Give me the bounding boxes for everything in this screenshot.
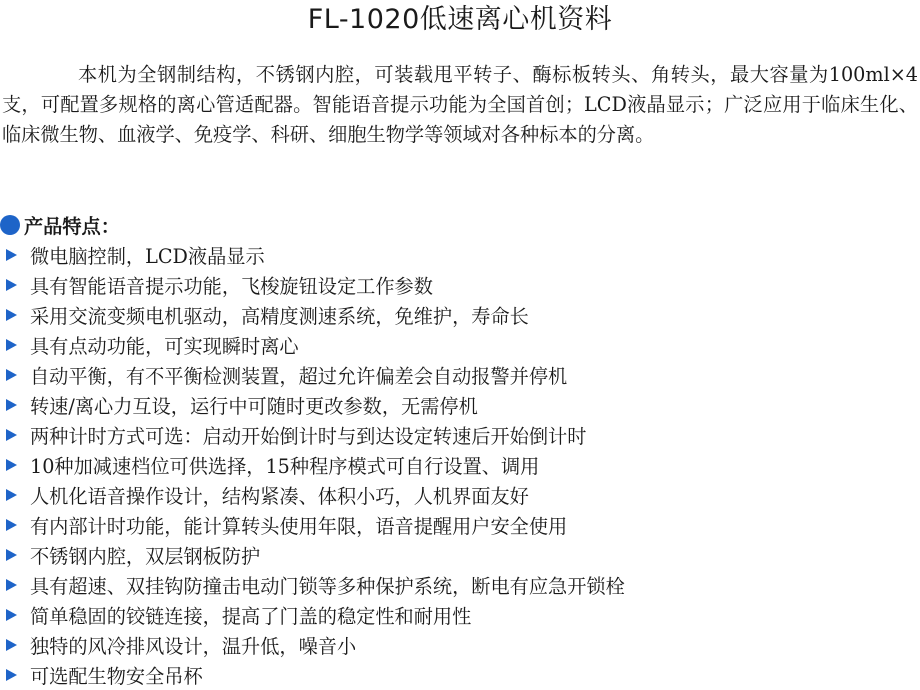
feature-text: 微电脑控制，LCD液晶显示 [30,244,265,268]
features-heading [0,210,120,240]
intro-paragraph: 本机为全钢制结构，不锈钢内腔，可装载甩平转子、酶标板转头、角转头，最大容量为100ml×4支，可配置多规格的离心管适配器。智能语音提示功能为全国首创；LCD液晶显示；广泛应用于临床生化、临床微生物、血液学、免疫学、科研、细胞生物学等领域对各种标本的分离。 [2,63,918,146]
triangle-bullet-icon [6,309,17,321]
triangle-bullet-icon [6,519,17,531]
triangle-bullet-icon [6,609,17,621]
page-title: FL-1020低速离心机资料 [307,4,613,35]
feature-text: 简单稳固的铰链连接，提高了门盖的稳定性和耐用性 [30,604,472,628]
feature-text: 具有超速、双挂钩防撞击电动门锁等多种保护系统，断电有应急开锁栓 [30,574,625,598]
triangle-bullet-icon [6,489,17,501]
feature-text: 转速/离心力互设，运行中可随时更改参数，无需停机 [30,394,478,418]
feature-item [0,660,625,690]
feature-text: 人机化语音操作设计，结构紧凑、体积小巧，人机界面友好 [30,484,529,508]
feature-item [0,300,625,330]
feature-item [0,450,625,480]
feature-text: 独特的风冷排风设计，温升低，噪音小 [30,634,357,658]
triangle-bullet-icon [6,639,17,651]
feature-item [0,480,625,510]
circle-bullet-icon [0,215,20,235]
features-list [0,240,625,690]
feature-item [0,240,625,270]
triangle-bullet-icon [6,279,17,291]
feature-item [0,330,625,360]
feature-item [0,630,625,660]
triangle-bullet-icon [6,669,17,681]
feature-item [0,570,625,600]
feature-text: 不锈钢内腔，双层钢板防护 [30,544,261,568]
feature-item [0,390,625,420]
feature-item [0,270,625,300]
triangle-bullet-icon [6,399,17,411]
feature-item [0,540,625,570]
feature-item [0,510,625,540]
triangle-bullet-icon [6,249,17,261]
feature-text: 10种加减速档位可供选择，15种程序模式可自行设置、调用 [30,454,540,478]
feature-item [0,360,625,390]
feature-item [0,600,625,630]
feature-text: 有内部计时功能，能计算转头使用年限，语音提醒用户安全使用 [30,514,568,538]
feature-text: 具有智能语音提示功能，飞梭旋钮设定工作参数 [30,274,433,298]
triangle-bullet-icon [6,549,17,561]
feature-item [0,420,625,450]
feature-text: 具有点动功能，可实现瞬时离心 [30,334,299,358]
triangle-bullet-icon [6,339,17,351]
feature-text: 采用交流变频电机驱动，高精度测速系统，免维护，寿命长 [30,304,529,328]
triangle-bullet-icon [6,429,17,441]
features-heading-label: 产品特点： [24,214,120,238]
feature-text: 两种计时方式可选：启动开始倒计时与到达设定转速后开始倒计时 [30,424,587,448]
triangle-bullet-icon [6,369,17,381]
triangle-bullet-icon [6,579,17,591]
feature-text: 可选配生物安全吊杯 [30,664,203,688]
feature-text: 自动平衡，有不平衡检测装置，超过允许偏差会自动报警并停机 [30,364,568,388]
triangle-bullet-icon [6,459,17,471]
